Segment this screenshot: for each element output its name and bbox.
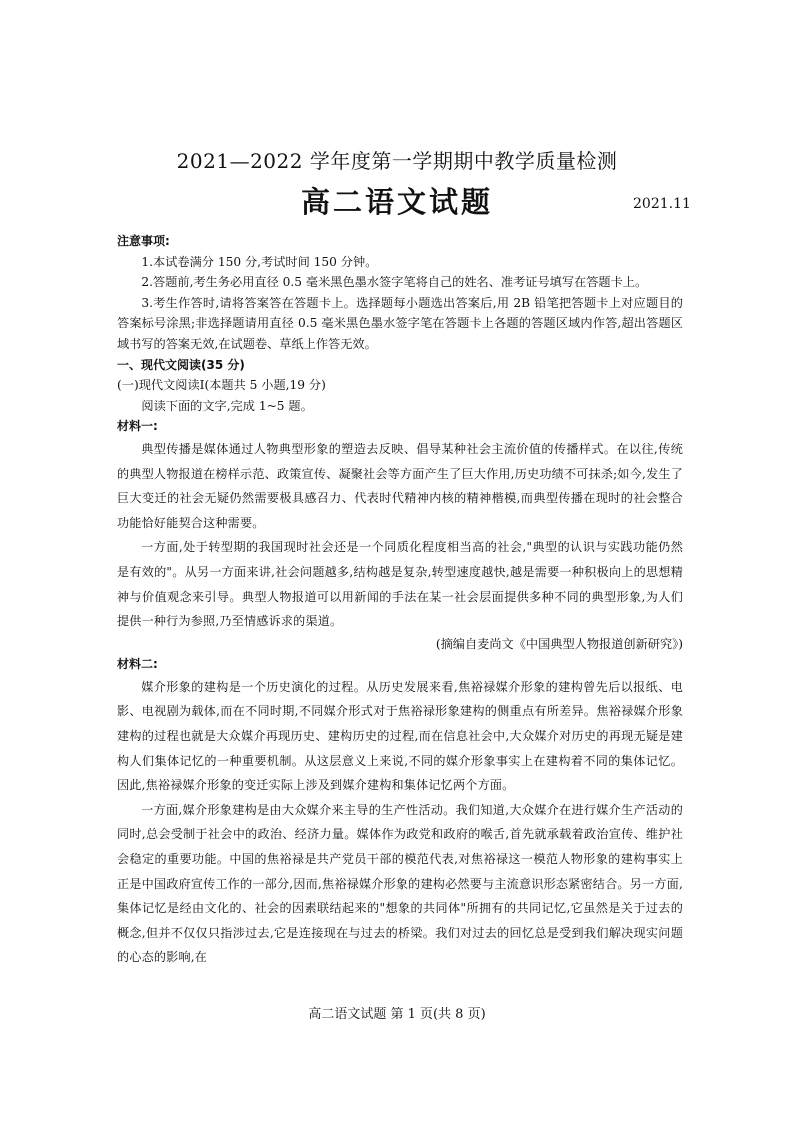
material-label: 材料一: xyxy=(117,419,158,434)
section-heading: 一、现代文阅读(35 分) xyxy=(117,357,245,372)
note-item: 1.本试卷满分 150 分,考试时间 150 分钟。 xyxy=(141,254,378,269)
material-source: (摘编自麦尚文《中国典型人物报道创新研究》) xyxy=(435,636,683,651)
page-footer: 高二语文试题 第 1 页(共 8 页) xyxy=(308,1007,486,1022)
material-paragraph: 一方面,媒介形象建构是由大众媒介来主导的生产性活动。我们知道,大众媒介在进行媒介生产活动的同时,总会受制于社会中的政治、经济力量。媒体作为政党和政府的喉舌,首先就承载着政治宣传、维护社会稳定的重要功能。中国的焦裕禄是共产党员干部的模范代表,对焦裕禄这一模范人物形象的建构事实上正是中国政府宣传工作的一部分,因而,焦裕禄媒介形象的建构必然要与主流意识形态紧密结合。另一方面,集体记忆是经由文化的、社会的因素联结起来的"想象的共同体"所拥有的共同记忆,它虽然是关于过去的概念,但并不仅仅只指涉过去,它是连接现在与过去的桥梁。我们对过去的回忆总是受到我们解决现实问题的心态的影响,在 xyxy=(117,802,683,965)
sub-section-heading: (一)现代文阅读Ⅰ(本题共 5 小题,19 分) xyxy=(117,378,326,393)
subject-title: 高二语文试题 xyxy=(300,185,493,219)
material-paragraph: 媒介形象的建构是一个历史演化的过程。从历史发展来看,焦裕禄媒介形象的建构曾先后以报纸、电影、电视剧为载体,而在不同时期,不同媒介形式对于焦裕禄形象建构的侧重点有所差异。焦裕禄媒介形象建构的过程也就是大众媒介再现历史、建构历史的过程,而在信息社会中,大众媒介对历史的再现无疑是建构人们集体记忆的一种重要机制。从这层意义上来说,不同的媒介形象事实上在建构着不同的集体记忆。因此,焦裕禄媒介形象的变迁实际上涉及到媒介建构和集体记忆两个方面。 xyxy=(117,679,683,793)
note-item: 3.考生作答时,请将答案答在答题卡上。选择题每小题选出答案后,用 2B 铅笔把答题卡上对应题目的答案标号涂黑;非选择题请用直径 0.5 毫米黑色墨水签字笔在答题卡上各题的答题区域内作答,超出答题区域书写的答案无效,在试题卷、草纸上作答无效。 xyxy=(117,295,683,351)
material-paragraph: 典型传播是媒体通过人物典型形象的塑造去反映、倡导某种社会主流价值的传播样式。在以往,传统的典型人物报道在榜样示范、政策宣传、凝聚社会等方面产生了巨大作用,历史功绩不可抹杀;如今,发生了巨大变迁的社会无疑仍然需要极具感召力、代表时代精神内核的精神楷模,而典型传播在现时的社会整合功能恰好能契合这种需要。 xyxy=(117,441,683,530)
note-item: 2.答题前,考生务必用直径 0.5 毫米黑色墨水签字笔将自己的姓名、准考证号填写在答题卡上。 xyxy=(141,275,648,290)
material-paragraph: 一方面,处于转型期的我国现时社会还是一个同质化程度相当高的社会,"典型的认识与实践功能仍然是有效的"。从另一方面来讲,社会问题越多,结构越是复杂,转型速度越快,越是需要一种积极向上的思想精神与价值观念来引导。典型人物报道可以用新闻的手法在某一社会层面提供多种不同的典型形象,为人们提供一种行为参照,乃至情感诉求的渠道。 xyxy=(117,540,683,629)
exam-date: 2021.11 xyxy=(633,196,691,212)
material-label: 材料二: xyxy=(117,657,158,672)
notes-heading: 注意事项: xyxy=(117,234,170,248)
reading-instruction: 阅读下面的文字,完成 1~5 题。 xyxy=(141,398,313,413)
exam-body xyxy=(117,231,683,970)
exam-title: 2021—2022 学年度第一学期期中教学质量检测 xyxy=(176,149,618,173)
